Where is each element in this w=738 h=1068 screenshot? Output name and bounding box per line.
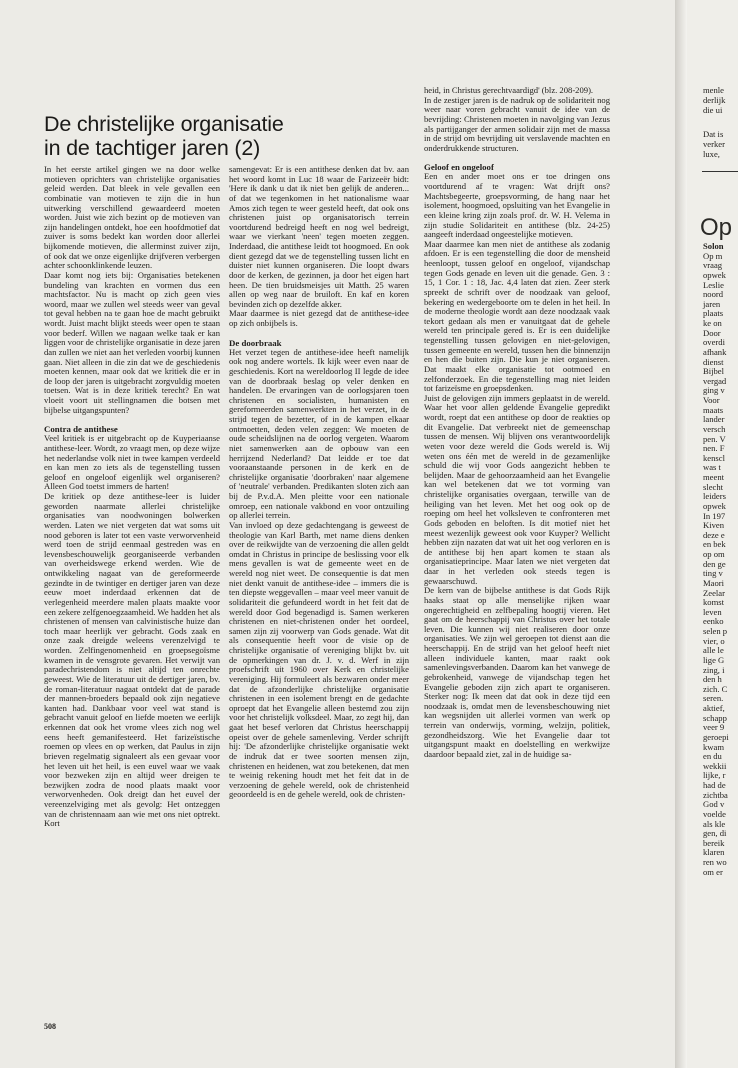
next-page-line: gen, di bbox=[703, 828, 727, 839]
next-page-line: opwek bbox=[703, 500, 726, 511]
next-page-rule bbox=[702, 171, 738, 172]
next-page-line: en bek bbox=[703, 539, 726, 550]
next-page-line: den h bbox=[703, 674, 722, 685]
next-page-column bbox=[703, 242, 729, 877]
next-page-line: lijke, r bbox=[703, 770, 726, 781]
next-page-line: en du bbox=[703, 751, 722, 762]
next-page-line: seren. bbox=[703, 693, 724, 704]
next-page-line: klaren bbox=[703, 847, 725, 858]
next-page-line: kenscl bbox=[703, 452, 725, 463]
next-page-line: Kiven bbox=[703, 520, 725, 531]
next-page-line: lander bbox=[703, 414, 725, 425]
next-page-line: ging v bbox=[703, 385, 725, 396]
paragraph: Maar daarmee is niet gezegd dat de antithese-idee op zich onbijbels is. bbox=[229, 308, 409, 328]
page-number: 508 bbox=[44, 1022, 56, 1031]
next-page-line: vergad bbox=[703, 375, 727, 386]
next-page-line: zichtba bbox=[703, 789, 728, 800]
article-column-1 bbox=[44, 165, 220, 1013]
paragraph: samengevat: Er is een antithese denken dat bv. aan het woord komt in Luc 18 waar de Farizeeër bidt: 'Here ik dank u dat ik niet ben gelijk de anderen... of dat we tegenkomen in het nationalisme waar Amos zich tegen te weer gesteld heeft, dat ook ons christenen juist op organisatorisch terrein voortdurend bedreigd heeft en nog wel bedreigt, waar we vierkant 'neen' tegen moeten zeggen. Inderdaad, die antithese leidt tot hoogmoed. En ook dient gezegd dat we de tegenstelling tussen licht en duister niet kunnen organiseren. Die loopt dwars door de kerken, de gezinnen, ja door het eigen hart heen. De tien bruidsmeisjes uit Matth. 25 waren allen op weg naar de bruiloft. En kaf en koren bevinden zich op dezelfde akker. bbox=[229, 165, 409, 309]
next-page-line: lige G bbox=[703, 654, 725, 665]
article-title bbox=[44, 112, 384, 160]
paragraph: Veel kritiek is er uitgebracht op de Kuyperiaanse antithese-leer. Wordt, zo vraagt men, op deze wijze het nederlandse volk niet in twee kampen verdeeld en kan men zo iets als de tegenstelling tussen geloof en ongeloof eigenlijk wel organiseren? Alleen God toetst immers de harten! bbox=[44, 433, 220, 492]
next-page-line: Maori bbox=[703, 577, 725, 588]
next-page-line: In 197 bbox=[703, 510, 726, 521]
subheading-de-doorbraak: De doorbraak bbox=[229, 337, 282, 348]
next-page-line: wekkii bbox=[703, 760, 727, 771]
title-line-1: De christelijke organisatie bbox=[44, 112, 284, 136]
paragraph: In de zestiger jaren is de nadruk op de solidariteit nog weer naar voren gebracht vanuit de idee van de bevrijding: Christenen moeten in navolging van Jezus als partijganger der armen solidair zijn met de massa in de strijd om bevrijding uit verslavende machten en onderdrukkende structuren. bbox=[424, 94, 610, 153]
next-page-line: alle le bbox=[703, 645, 724, 656]
next-page-line: op om bbox=[703, 549, 725, 559]
next-page-line: aktief, bbox=[703, 703, 725, 713]
next-page-line: selen p bbox=[703, 626, 728, 636]
paragraph: De kern van de bijbelse antithese is dat Gods Rijk haaks staat op alle menselijke rijken waar ongerechtigheid en zelfbepaling hoogtij vieren. Het gaat om de heerschappij van Christus over het totale leven. Die kunnen wij niet realiseren door onze organisaties. We zijn wel geroepen tot dienst aan die heerschappij. En de strijd van het geloof heeft niet alleen individuele kanten, maar raakt ook samenlevingsverbanden. Daarom kan het vanwege de gebrokenheid, vanwege de vijandschap tegen het Evangelie geboden zijn zich apart te organiseren. Sterker nog: Ik meen dat dat ook in deze tijd een noodzaak is, omdat men de levensbeschouwing niet kan wegsnijden uit allerlei vormen van werk op terrein van onderwijs, vorming, welzijn, politiek, gezondheidszorg. Wie het Evangelie daar tot uitgangspunt maakt en doelstelling en werkwijze daardoor bepaald ziet, zal in de huidige sa- bbox=[424, 585, 610, 759]
next-page-line: deze e bbox=[703, 529, 725, 540]
next-page-line: opwek bbox=[703, 269, 726, 280]
next-page-line: versch bbox=[703, 423, 726, 434]
next-page-line: komst bbox=[703, 597, 725, 608]
next-page-line: om er bbox=[703, 866, 723, 877]
next-page-line: leven bbox=[703, 606, 722, 617]
next-page-line: plaats bbox=[703, 308, 724, 319]
next-page-line: derlijk bbox=[703, 95, 726, 105]
paragraph: Juist de gelovigen zijn immers geplaatst in de wereld. Waar het voor allen geldende Evangelie gepredikt wordt, roept dat een antithese op door de reakties op dit Evangelie. Dat verbreekt niet de gemeenschap tussen de mensen. Wij blijven ons verantwoordelijk weten voor deze wereld die Gods wereld is. Wij weten ons één met de wereld in de gezamenlijke schuld die wij voor Gods aangezicht hebben te belijden. Maar de gehoorzaamheid aan het Evangelie kan wel betekenen dat we tot vorming van christelijke organisaties overgaan, terwille van de heiliging van het leven. Met het oog ook op de roeping om heel het volksleven te confronteren met Gods geboden en beloften. Is dit motief niet het meest wezenlijk geweest ook voor Kuyper? Wellicht hebben zijn nazaten dat wat uit het oog verloren en is de antithese bij hen apart komen te staan als organisatieprincipe. Maar laten we niet vergeten dat daar in het verleden ook steeds tegen is gewaarschuwd. bbox=[424, 392, 610, 586]
next-page-line: bereik bbox=[703, 837, 725, 848]
paragraph: Van invloed op deze gedachtengang is geweest de theologie van Karl Barth, met name diens denken over de reikwijdte van de verzoening die allen geldt omdat in Christus in principe de beslissing voor elk mens gevallen is wat de gemeente weet en de wereld nog niet weet. De consequentie is dat men niet denkt vanuit de antithese-idee – immers die is ten diepste weggevallen – maar veel meer vanuit de solidariteit die gefundeerd wordt in het feit dat de wereld door God begenadigd is. Samen werkeren christenen en niet-christenen onder het oordeel, samen zijn zij voorwerp van Gods genade. Wat dit als consequentie heeft voor de visie op de christelijke organisatie of vereniging blijkt bv. uit de opmerkingen van dr. J. v. d. Werf in zijn proefschrift uit 1960 over Kerk en christelijke vereniging. Hij formuleert als bezwaren onder meer dat de afzonderlijke christelijke organisatie christenen in een isolement brengt en de gedachte oproept dat het Evangelie alleen bestemd zou zijn voor het christelijk volksdeel. Maar, zo zegt hij, dan gaat het besef verloren dat Christus heerschappij opeist over de gehele samenleving. Verder schrijft hij: 'De afzonderlijke christelijke organisatie wekt de indruk dat er twee soorten mensen zijn, christenen en heidenen, wat zou betekenen, dat men te weinig rekening houdt met het feit dat in de verzoening de gehele wereld, ook de christenheid geoordeeld is en de gehele wereld, ook de christen- bbox=[229, 519, 409, 800]
next-page-line: had de bbox=[703, 780, 726, 790]
next-page-line: eenko bbox=[703, 616, 724, 627]
next-page-heading: Op bbox=[700, 214, 733, 241]
paragraph: Een en ander moet ons er toe dringen ons voortdurend af te vragen: Wat drijft ons? Machtsbegeerte, groepsvorming, de hang naar het isolement, hoogmoed, opsluiting van het Evangelie in een kleine kring zijn zoals prof. dr. W. H. Velema in zijn studie Solidariteit en antithese (blz. 24-25) aangeeft inderdaad ongeestelijke motieven. bbox=[424, 171, 610, 240]
next-page-line: afhank bbox=[703, 346, 727, 357]
subheading-contra-de-antithese: Contra de antithese bbox=[44, 424, 118, 435]
next-page-line: als kle bbox=[703, 818, 726, 829]
next-page-line: ting v bbox=[703, 568, 723, 579]
next-page-line: Solon bbox=[703, 241, 724, 251]
next-page-line: ren wo bbox=[703, 857, 727, 867]
next-page-line: voelde bbox=[703, 808, 726, 819]
next-page-line: nen. F bbox=[703, 443, 725, 454]
next-page-line: verker bbox=[703, 139, 725, 149]
subheading-geloof-en-ongeloof: Geloof en ongeloof bbox=[424, 162, 494, 173]
next-page-line: meent bbox=[703, 472, 724, 482]
next-page-line: pen. V bbox=[703, 433, 726, 444]
title-line-2: in de tachtiger jaren (2) bbox=[44, 136, 261, 160]
paragraph: Maar daarmee kan men niet de antithese als zodanig afdoen. Er is een tegenstelling die door de mensheid heenloopt, tussen geloof en ongeloof, vijandschap tegen Gods genade en leven uit die genade. Gen. 3 : 15, 1 Cor. 1 : 18, Jac. 4,4 laten dat zien. Zeer sterk spreekt de schrift over de noodzaak van geloof, bekering en wedergeboorte om te delen in het heil. In de moderne theologie wordt aan deze noodzaak vaak tekort gedaan als men er vanuitgaat dat de gehele wereld ten principale gered is. Er is een duidelijke tegenstelling tussen gelovigen en niet-gelovigen, tussen gemeente en wereld, tussen hen die binnenzijn en hen die buiten zijn. Die kun je niet organiseren. Dat maakt elke organisatie tot ootmoed en zelfonderzoek. En die tegenstelling mag niet leiden tot farizeïsme en groepsdenken. bbox=[424, 238, 610, 394]
next-page-line: Door bbox=[703, 327, 721, 338]
paragraph: Daar komt nog iets bij: Organisaties betekenen bundeling van krachten en vormen dus een machtsfactor. Nu is macht op zich geen vies woord, maar we zullen wel steeds weer van geval tot geval hebben na te gaan hoe de macht gebruikt wordt. Juist macht blijkt steeds weer open te staan voor bederf. Willen we nagaan welke taak er kan liggen voor de christelijke organisatie in deze jaren dan zullen we niet aan het verleden voorbij kunnen gaan. Niet alleen in die zin dat we de geschiedenis moeten kennen, maar ook dat we kritiek die er in de loop der jaren is uitgebracht zorgvuldig moeten toetsen. Wat is in deze kritiek terecht? En wat vloeit voort uit stellingnamen die botsen met bijbelse uitgangspunten? bbox=[44, 269, 220, 415]
next-page-line: leiders bbox=[703, 491, 726, 502]
next-page-line: vraag bbox=[703, 260, 723, 271]
paragraph: heid, in Christus gerechtvaardigd' (blz. 208-209). bbox=[424, 86, 594, 95]
next-page-line: zing, i bbox=[703, 664, 725, 675]
paragraph: In het eerste artikel gingen we na door welke motieven oprichters van christelijke organisaties geleid werden. Dat bleek in vele gevallen een combinatie van motieven te zijn die in hun uitwerking verschillend gewaardeerd moeten worden. Juist wie zich bezint op de motieven van zijn handelingen ontdekt, hoe een hoofdmotief dat zuiver is soms bedekt kan worden door allerlei bijkomende motieven, die allerminst zuiver zijn, of ook dat we onze eigenlijke drijfveren verbergen achter schoonklinkende leuzen. bbox=[44, 165, 220, 271]
next-page-line: ke on bbox=[703, 318, 722, 328]
next-page-line: Leslie bbox=[703, 279, 724, 290]
paragraph: Het verzet tegen de antithese-idee heeft namelijk ook nog andere wortels. Ik kijk weer even naar de geschiedenis. Kort na wereldoorlog II legde de idee van de doorbraak beslag op veler denken en handelen. De ervaringen van de oorlogsjaren toen christenen en socialisten, humanisten en gereformeerden samenwerkten in het verzet, in de strijd tegen de bezetter, of in de kampen elkaar ontmoetten, deden velen zeggen: We moeten de oude scheidslijnen na de oorlog vergeten. Waarom niet samenwerken aan de opbouw van een herrijzend Nederland? Dat leidde er toe dat vooraanstaande personen in de kerk en de christelijke organisatie 'doorbraken' naar algemene of 'neutrale' verbanden. Predikanten sloten zich aan bij de P.v.d.A. Men pleitte voor een nationale omroep, een nationale vakbond en voor ontzuiling op allerlei terrein. bbox=[229, 346, 409, 521]
next-page-line: zich. C bbox=[703, 683, 728, 694]
next-page-line: menle bbox=[703, 85, 724, 95]
next-page-line: Zeelar bbox=[703, 587, 725, 598]
next-page-line: den ge bbox=[703, 558, 726, 569]
paragraph: De kritiek op deze antithese-leer is luider geworden naarmate allerlei christelijke organisaties van noodwoningen bolwerken werden. Laten we niet vergeten dat wat soms uit nood geboren is later tot een vaste verworvenheid werd toen de strijd eenmaal gestreden was en levensbeschouwelijk georganiseerde verbanden van overheidswege erkend werden. Wie de ontwikkeling nagaat van de gereformeerde gezindte in de twintiger en dertiger jaren van deze eeuw moet inderdaad erkennen dat de verlegenheid meerdere malen plaats maakte voor een zekere zelfgenoegzaamheid. We hadden het als christenen of mensen van calvinistische huize dan toch maar heerlijk ver gebracht. Gods zaak en onze zaak dreigde weleens verenzelvigd te worden. Zelfingenomenheid en groepsegoïsme kwamen in de vensgrote gevaren. Het verwijt van paradechristendom is niet altijd ten onrechte geweest. Wie de literatuur uit de dertiger jaren, bv. de roman-literatuur nagaat ontdekt dat de parade der mannen-broeders bepaald ook zijn negatieve kanten had. Dankbaar voor veel wat stand is gebracht vanuit geloof en liefde moeten we eerlijk erkennen dat ook het vrome vlees zich nog wel eens heeft gemanifesteerd. Het farizeïstische roemen op vlees en op werken, dat Paulus in zijn brieven regelmatig signaleert als een gevaar voor het leven uit het heil, is een euvel waar we vaak voor bezweken zijn en altijd weer dreigen te bezwijken zodra de nood plaats maakt voor verworvenheden. Ook dreigt dan het euvel der vereenzelviging met als gevolg: Het ontzeggen van de christennaam aan wie met ons niet optrekt. Kort bbox=[44, 491, 220, 829]
next-page-line: luxe, bbox=[703, 149, 720, 159]
article-column-3 bbox=[424, 86, 610, 1036]
next-page-line: Voor bbox=[703, 395, 720, 405]
article-column-2 bbox=[229, 165, 409, 1030]
next-page-line: Dat is bbox=[703, 129, 724, 139]
next-page-line: God v bbox=[703, 799, 725, 810]
next-page-line: noord bbox=[703, 289, 724, 300]
next-page-line: schapp bbox=[703, 712, 727, 723]
next-page-line: dienst bbox=[703, 356, 724, 367]
next-page-line: maats bbox=[703, 404, 724, 415]
next-page-line: was t bbox=[703, 462, 721, 473]
next-page-line: Bijbel bbox=[703, 366, 725, 377]
next-page-line: die ui bbox=[703, 105, 723, 115]
next-page-line: Op m bbox=[703, 250, 723, 261]
next-page-line: overdi bbox=[703, 337, 725, 348]
next-page-line: geroepi bbox=[703, 731, 729, 742]
book-gutter bbox=[675, 0, 687, 1068]
next-page-line: veer 9 bbox=[703, 722, 725, 733]
next-page-line: jaren bbox=[703, 298, 721, 309]
next-page-line: vier, o bbox=[703, 635, 725, 646]
next-page-line: slecht bbox=[703, 481, 724, 492]
next-page-line: kwam bbox=[703, 741, 725, 752]
